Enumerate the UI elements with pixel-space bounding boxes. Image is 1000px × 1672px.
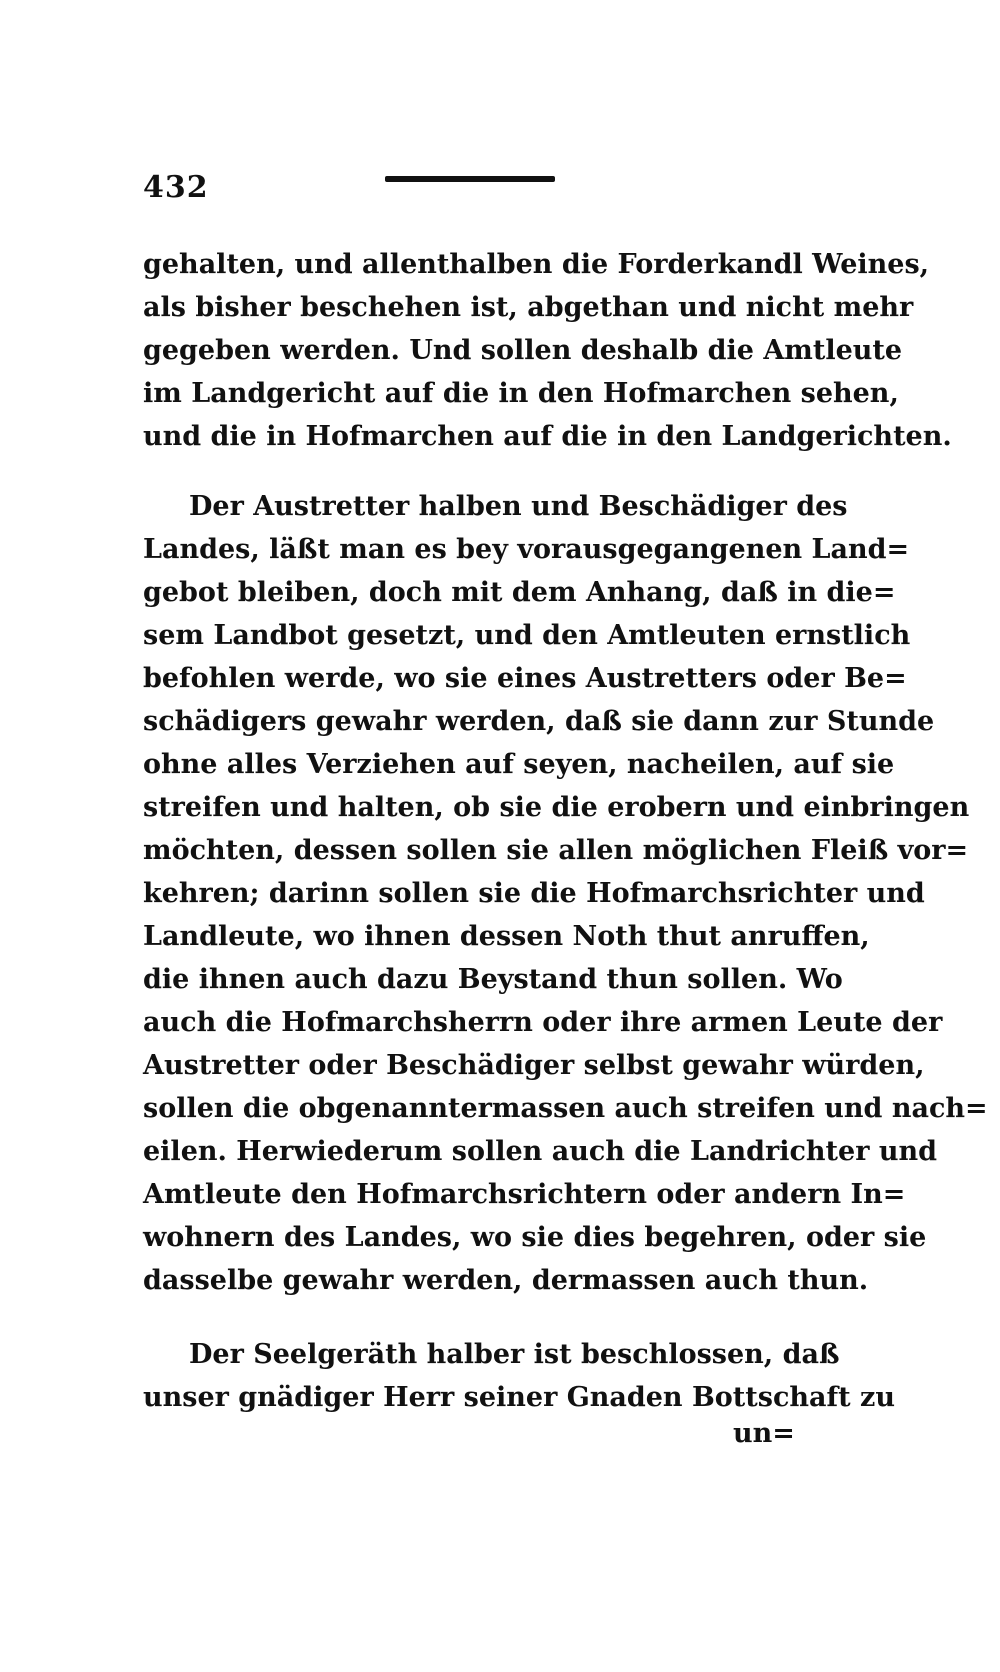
text-line: sem Landbot gesetzt, und den Amtleuten ernstlich <box>143 620 911 651</box>
text-line: Landes, läßt man es bey vorausgegangenen Land= <box>143 534 910 565</box>
text-line: kehren; darinn sollen sie die Hofmarchsrichter und <box>143 878 925 909</box>
text-line: Der Austretter halben und Beschädiger des <box>189 491 848 522</box>
paragraph-3 <box>143 1333 895 1419</box>
text-line: eilen. Herwiederum sollen auch die Landrichter und <box>143 1136 937 1167</box>
text-line: streifen und halten, ob sie die erobern und einbringen <box>143 792 970 823</box>
paragraph-2 <box>143 485 988 1302</box>
text-line: und die in Hofmarchen auf die in den Landgerichten. <box>143 421 952 452</box>
text-line: Der Seelgeräth halber ist beschlossen, daß <box>189 1339 840 1370</box>
text-line: gebot bleiben, doch mit dem Anhang, daß in die= <box>143 577 896 608</box>
text-line: gehalten, und allenthalben die Forderkandl Weines, <box>143 249 930 280</box>
text-line: ohne alles Verziehen auf seyen, nacheilen, auf sie <box>143 749 895 780</box>
text-line: wohnern des Landes, wo sie dies begehren, oder sie <box>143 1222 927 1253</box>
text-line: befohlen werde, wo sie eines Austretters oder Be= <box>143 663 907 694</box>
text-line: unser gnädiger Herr seiner Gnaden Bottschaft zu <box>143 1382 895 1413</box>
catchword: un= <box>733 1418 795 1449</box>
text-line: als bisher beschehen ist, abgethan und nicht mehr <box>143 292 914 323</box>
text-line: im Landgericht auf die in den Hofmarchen sehen, <box>143 378 899 409</box>
text-line: Austretter oder Beschädiger selbst gewahr würden, <box>143 1050 925 1081</box>
text-line: gegeben werden. Und sollen deshalb die Amtleute <box>143 335 903 366</box>
text-line: dasselbe gewahr werden, dermassen auch thun. <box>143 1265 869 1296</box>
page-number: 432 <box>143 170 209 205</box>
text-line: sollen die obgenanntermassen auch streifen und nach= <box>143 1093 988 1124</box>
header-rule <box>385 176 555 182</box>
text-line: Landleute, wo ihnen dessen Noth thut anruffen, <box>143 921 870 952</box>
text-line: auch die Hofmarchsherrn oder ihre armen Leute der <box>143 1007 943 1038</box>
paragraph-1 <box>143 243 952 458</box>
text-line: Amtleute den Hofmarchsrichtern oder andern In= <box>143 1179 906 1210</box>
text-line: die ihnen auch dazu Beystand thun sollen. Wo <box>143 964 843 995</box>
text-line: möchten, dessen sollen sie allen möglichen Fleiß vor= <box>143 835 969 866</box>
text-line: schädigers gewahr werden, daß sie dann zur Stunde <box>143 706 935 737</box>
